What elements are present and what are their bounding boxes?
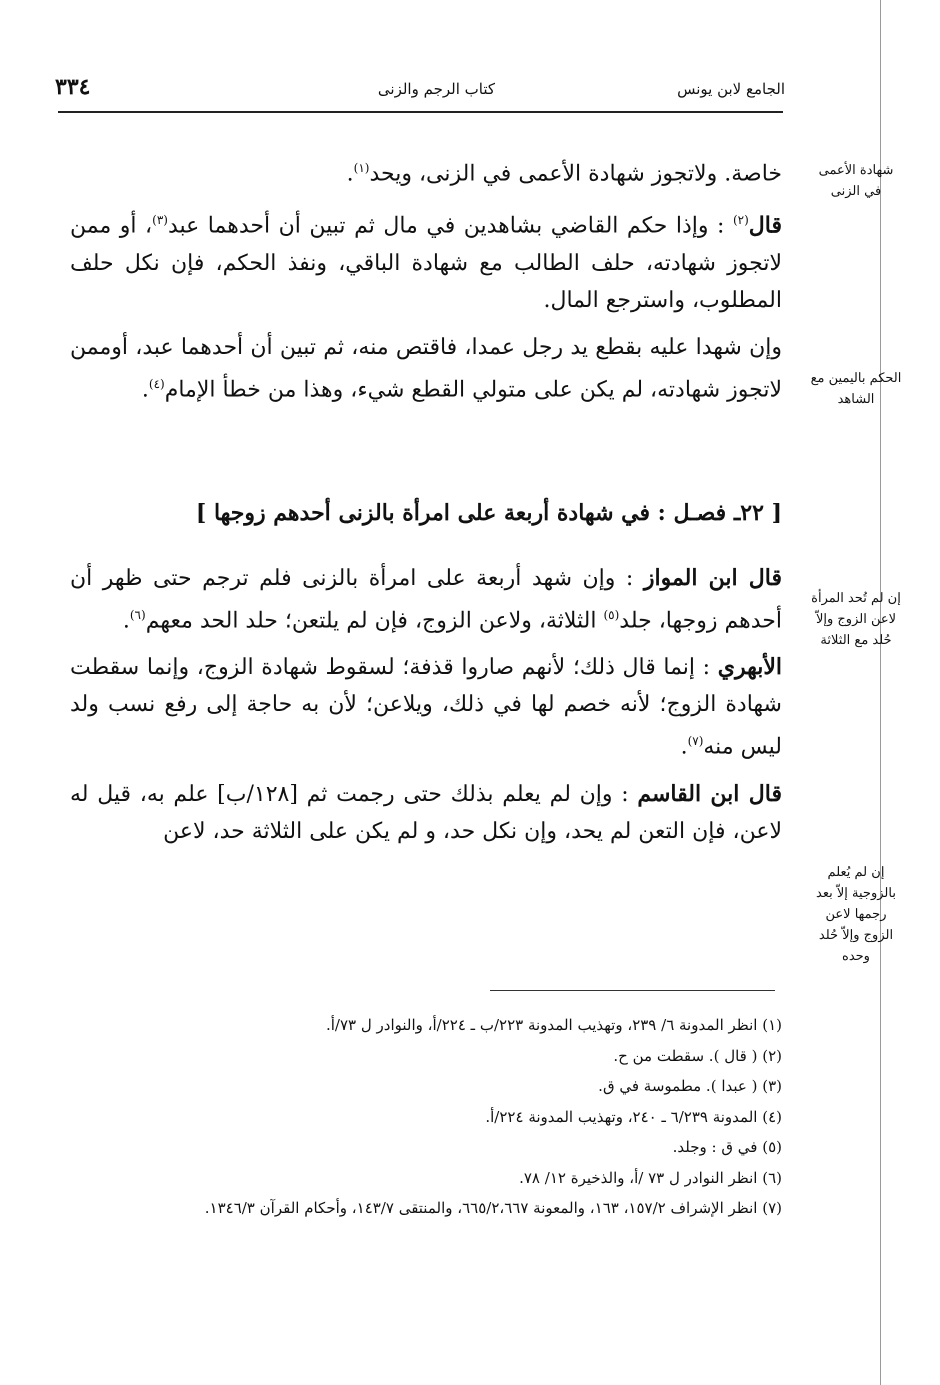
chapter-title: كتاب الرجم والزنى bbox=[377, 80, 495, 98]
paragraph-2: قال$^{(٢)}$ : وإذا حكم القاضي بشاهدين في مال ثم تبين أن أحدهما عبد$^{(٣)}$، أو ممن لاتجوز شهادته، حلف الطالب مع شهادة الباقي، ونفذ الحكم، فإن نكل حلف المطلوب، واسترجع المال. bbox=[70, 212, 782, 313]
footnote-1: (١) انظر المدونة ٦/ ٢٣٩، وتهذيب المدونة ٢٢٣/ب ـ ٢٢٤/أ، والنوادر ل ٧٣/أ. bbox=[325, 1016, 782, 1034]
footnote-5: (٥) في ق : وجلد. bbox=[672, 1138, 782, 1156]
paragraph-5: الأبهري : إنما قال ذلك؛ لأنهم صاروا قذفة؛ لسقوط شهادة الزوج، وإنما سقطت شهادة الزوج؛ لأنه خصم لها في ذلك، ويلاعن؛ لأن به حاجة إلى رفع نسب ولد ليس منه$^{(٧)}$. bbox=[70, 654, 782, 760]
page-number: ٣٣٤ bbox=[55, 74, 91, 100]
margin-note-2: الحكم باليمين مع الشاهد bbox=[810, 371, 902, 407]
section-heading: [ ٢٢ـ فصـل : في شهادة أربعة على امرأة بالزنى أحدهم زوجها ] bbox=[195, 500, 782, 526]
margin-note-3: إن لم تُحد المرأة لاعن الزوج وإلاّ حُلد مع الثلاثة bbox=[811, 591, 901, 648]
paragraph-3: وإن شهدا عليه بقطع يد رجل عمدا، فاقتص منه، ثم تبين أن أحدهما عبد، أوممن لاتجوز شهادته، لم يكن على متولي القطع شيء، وهذا من خطأ الإمام$^{(٤)}$. bbox=[70, 334, 782, 402]
header-rule bbox=[58, 111, 783, 113]
footnote-7: (٧) انظر الإشراف ١٥٧/٢، ١٦٣، والمعونة ٦٦٥/٢،٦٦٧، والمنتقى ١٤٣/٧، وأحكام القرآن ١٣٤٦/٣. bbox=[204, 1199, 782, 1217]
paragraph-4: قال ابن المواز : وإن شهد أربعة على امرأة بالزنى فلم ترجم حتى ظهر أن أحدهم زوجها، جلد$^{(٥)}$ الثلاثة، ولاعن الزوج، فإن لم يلتعن؛ حلد الحد معهم$^{(٦)}$. bbox=[70, 565, 782, 634]
margin-note-1: شهادة الأعمى في الزنى bbox=[818, 163, 894, 199]
footnote-6: (٦) انظر النوادر ل ٧٣ /أ، والذخيرة ١٢/ ٧٨. bbox=[519, 1168, 782, 1187]
running-header bbox=[55, 74, 785, 110]
footnote-rule bbox=[490, 990, 775, 991]
footnotes bbox=[40, 1010, 782, 1224]
footnote-4: (٤) المدونة ٦/٢٣٩ ـ ٢٤٠، وتهذيب المدونة ٢٢٤/أ. bbox=[485, 1107, 782, 1126]
margin-note-4: إن لم يُعلم بالزوجية إلاّ بعد رجمها لاعن الزوج وإلاّ حُلد وحده bbox=[816, 865, 896, 964]
footnote-2: (٢) ( قال ). سقطت من ح. bbox=[613, 1046, 782, 1065]
page-edge-line bbox=[880, 0, 881, 1385]
footnote-3: (٣) ( عبدا ). مطموسة في ق. bbox=[598, 1077, 782, 1095]
paragraph-1: خاصة. ولاتجوز شهادة الأعمى في الزنى، ويحد$^{(١)}$. bbox=[346, 161, 782, 187]
book-title: الجامع لابن يونس bbox=[677, 80, 785, 98]
text-block-2 bbox=[70, 560, 782, 860]
paragraph-6: قال ابن القاسم : وإن لم يعلم بذلك حتى رجمت ثم [١٢٨/ب] علم به، قيل له لاعن، فإن التعن لم يحد، وإن نكل حد، و لم يكن على الثلاثة حد، لاعن bbox=[70, 780, 782, 844]
text-block-1 bbox=[70, 150, 782, 418]
